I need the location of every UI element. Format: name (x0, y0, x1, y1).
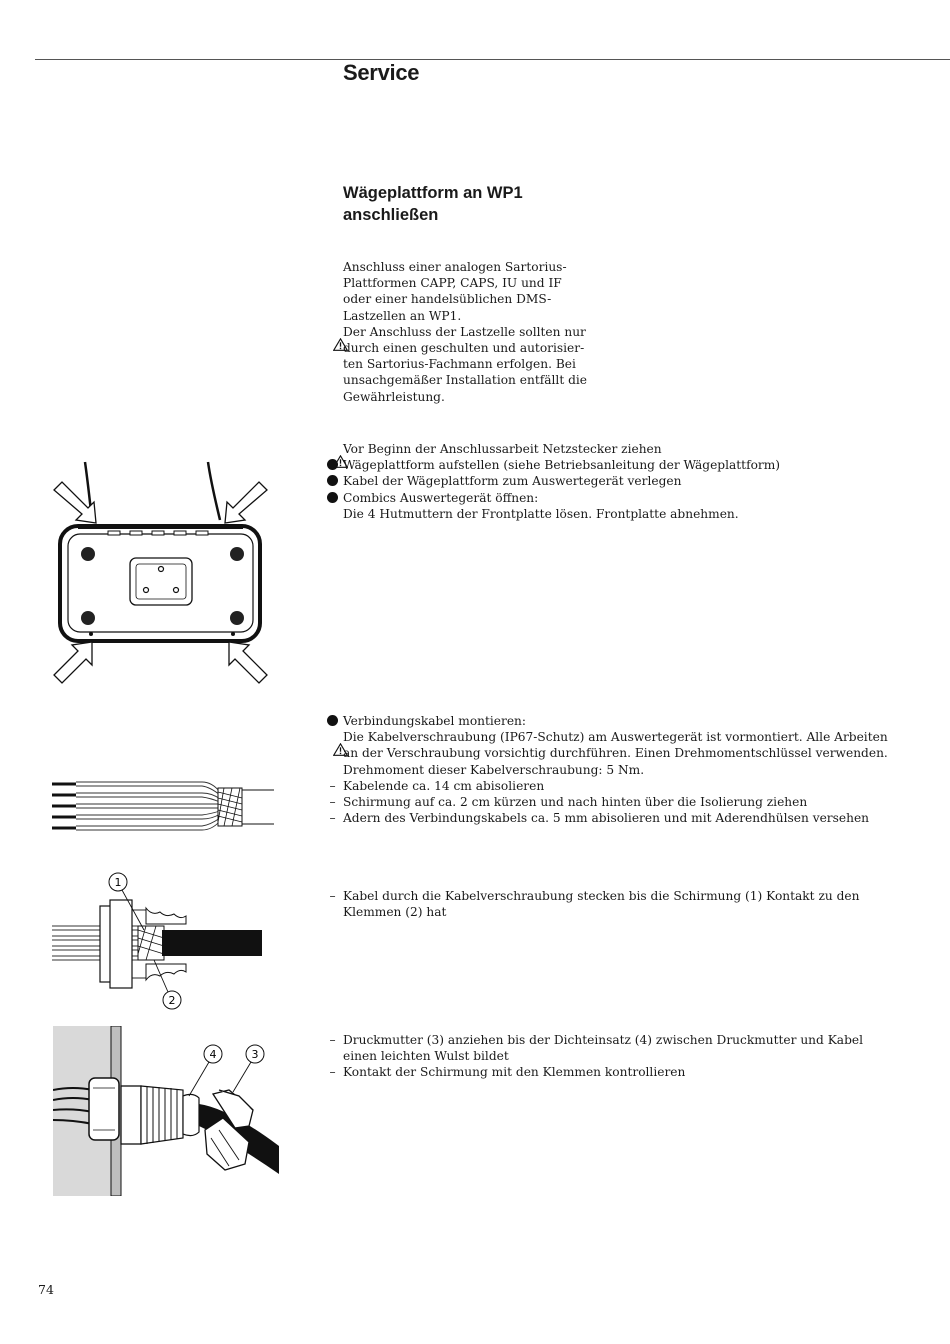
dash-line (329, 888, 860, 904)
dash-line (329, 1064, 863, 1080)
bullet-icon (324, 713, 341, 730)
warning-line (343, 729, 888, 745)
text-line: Kontakt der Schirmung mit den Klemmen kontrollieren (343, 1065, 686, 1080)
dash-line (329, 794, 888, 810)
bullet-line (343, 457, 780, 473)
bullet-line (343, 490, 780, 506)
text-line: Kabelende ca. 14 cm abisolieren (343, 778, 545, 793)
bullet-icon (324, 490, 341, 507)
text-line: Verbindungskabel montieren: (343, 714, 527, 728)
text-line: unsachgemäßer Installation entfällt die (343, 373, 587, 388)
bullet-line (343, 473, 780, 489)
text-line: Druckmutter (3) anziehen bis der Dichteinsatz (4) zwischen Druckmutter und Kabel (343, 1033, 863, 1047)
text-line: einen leichten Wulst bildet (343, 1049, 509, 1064)
callout-label: 1 (114, 876, 122, 889)
dash-line (329, 810, 888, 826)
text-line: Adern des Verbindungskabels ca. 5 mm abisolieren und mit Aderendhülsen versehen (343, 811, 870, 826)
text-line: Anschluss einer analogen Sartorius- (343, 260, 567, 274)
text-line: Combics Auswertegerät öffnen: (343, 490, 539, 505)
header-rule (35, 59, 950, 60)
stripped-cable-figure (52, 778, 274, 834)
text-line: Kabel durch die Kabelverschraubung stecken bis die Schirmung (1) Kontakt zu den (343, 889, 860, 903)
callout-label: 4 (209, 1048, 217, 1061)
warning-line (343, 324, 587, 340)
text-line: oder einer handelsüblichen DMS- (343, 292, 552, 307)
text-line: Die Kabelverschraubung (IP67-Schutz) am Auswertegerät ist vormontiert. Alle Arbeiten (343, 730, 888, 745)
warning-icon (324, 324, 341, 340)
warning-icon (324, 441, 341, 457)
dash-marker: – (329, 811, 336, 826)
dash-marker: – (329, 795, 336, 810)
steps-preparation (343, 441, 780, 522)
callout-label: 3 (251, 1048, 259, 1061)
cable-gland-figure (52, 868, 267, 1014)
bullet-icon (324, 457, 341, 474)
text-line: Schirmung auf ca. 2 cm kürzen und nach hinten über die Isolierung ziehen (343, 795, 808, 810)
text-line: durch einen geschulten und autorisier- (343, 341, 585, 356)
text-line: Wägeplattform aufstellen (siehe Betriebsanleitung der Wägeplattform) (343, 458, 781, 473)
dash-marker: – (329, 889, 336, 903)
callout-label: 2 (168, 994, 176, 1007)
housing-figure (48, 458, 273, 696)
section-title-line: anschließen (343, 206, 439, 224)
dash-line (329, 1032, 863, 1048)
text-line: Plattformen CAPP, CAPS, IU und IF (343, 276, 562, 291)
text-line: Gewährleistung. (343, 389, 445, 404)
section-title-line: Wägeplattform an WP1 (343, 184, 523, 202)
dash-marker: – (329, 1033, 336, 1047)
text-line: Drehmoment dieser Kabelverschraubung: 5 Nm. (343, 762, 645, 777)
text-line: Klemmen (2) hat (343, 905, 447, 920)
warning-line (343, 441, 780, 457)
page-number: 74 (38, 1282, 54, 1297)
warning-icon (324, 729, 341, 745)
intro-paragraph (343, 259, 587, 405)
page-title: Service (343, 60, 420, 85)
steps-tighten (329, 1032, 863, 1081)
steps-cable-mounting (329, 713, 888, 826)
text-line: Die 4 Hutmuttern der Frontplatte lösen. Frontplatte abnehmen. (343, 506, 739, 521)
pressure-nut-figure (53, 1026, 279, 1196)
dash-marker: – (329, 1065, 336, 1080)
steps-insert-cable (329, 888, 860, 920)
text-line: Der Anschluss der Lastzelle sollten nur (343, 324, 586, 339)
text-line: ten Sartorius-Fachmann erfolgen. Bei (343, 357, 576, 372)
text-line: Vor Beginn der Anschlussarbeit Netzstecker ziehen (343, 442, 662, 456)
bullet-icon (324, 473, 341, 490)
bullet-line (343, 713, 888, 729)
dash-line (329, 778, 888, 794)
text-line: an der Verschraubung vorsichtig durchführen. Einen Drehmomentschlüssel verwenden. (343, 746, 888, 761)
section-title (343, 182, 523, 226)
text-line: Kabel der Wägeplattform zum Auswertegerät verlegen (343, 474, 682, 489)
dash-marker: – (329, 778, 336, 793)
text-line: Lastzellen an WP1. (343, 308, 462, 323)
